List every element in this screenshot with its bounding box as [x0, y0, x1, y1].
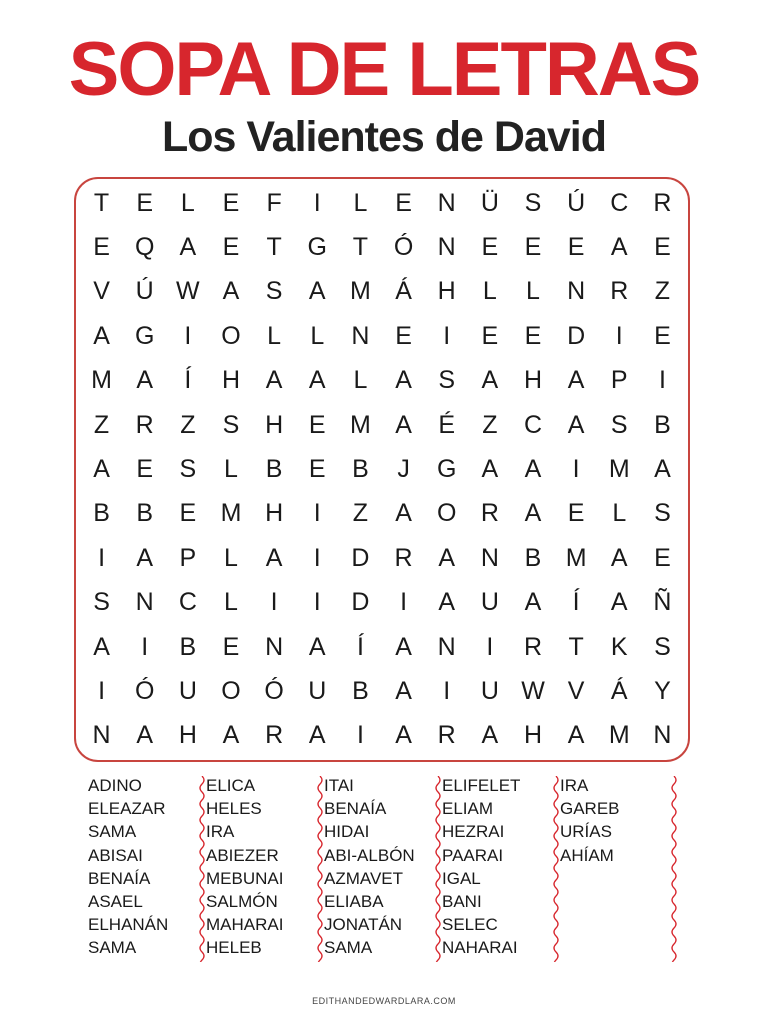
grid-letter[interactable]: I [141, 632, 149, 661]
grid-letter[interactable]: E [654, 321, 671, 350]
word-item: ABI-ALBÓN [324, 845, 415, 865]
grid-letter[interactable]: A [524, 454, 542, 483]
grid-letter[interactable]: B [93, 499, 110, 528]
grid-letter[interactable]: P [610, 366, 628, 395]
grid-letter[interactable]: I [658, 366, 666, 395]
grid-letter[interactable]: R [610, 277, 629, 306]
grid-letter[interactable]: Á [395, 277, 412, 306]
grid-letter[interactable]: V [567, 676, 585, 705]
grid-letter[interactable]: S [524, 188, 542, 217]
grid-letter[interactable]: Y [654, 676, 671, 705]
grid-letter[interactable]: A [308, 277, 326, 306]
grid-letter[interactable]: O [221, 321, 241, 350]
grid-letter[interactable]: D [567, 321, 586, 350]
grid-letter[interactable]: G [436, 454, 457, 483]
word-item: JONATÁN [324, 915, 403, 935]
grid-letter[interactable]: S [654, 499, 671, 528]
word-item: AZMAVET [324, 868, 404, 888]
grid-letter[interactable]: É [438, 410, 456, 439]
site-credit: EDITHANDEDWARDLARA.COM [312, 996, 456, 1006]
grid-letter[interactable]: D [351, 543, 370, 572]
word-item: SAMA [324, 938, 373, 958]
grid-letter[interactable]: Ó [134, 676, 155, 705]
word-item: PAARAI [442, 845, 504, 865]
grid-letter[interactable]: Z [482, 410, 498, 439]
word-column [198, 774, 316, 964]
grid-letter[interactable]: E [524, 233, 542, 262]
grid-letter[interactable]: E [524, 321, 542, 350]
grid-letter[interactable]: A [481, 454, 499, 483]
grid-letter[interactable]: H [178, 721, 197, 750]
grid-letter[interactable]: S [654, 632, 671, 661]
grid-letter[interactable]: N [265, 632, 284, 661]
grid-letter[interactable]: A [222, 721, 240, 750]
grid-letter[interactable]: M [608, 454, 630, 483]
grid-letter[interactable]: A [524, 588, 542, 617]
word-item: ASAEL [88, 892, 143, 912]
grid-letter[interactable]: A [395, 632, 412, 661]
grid-letter[interactable]: I [98, 676, 106, 705]
word-item: SAMA [88, 938, 137, 958]
grid-letter[interactable]: A [308, 366, 326, 395]
grid-letter[interactable]: B [179, 632, 197, 661]
grid-letter[interactable]: R [437, 721, 456, 750]
word-item: ELIAM [442, 799, 494, 819]
puzzle-subtitle: Los Valientes de David [161, 113, 606, 161]
grid-letter[interactable]: B [265, 454, 283, 483]
word-item: GAREB [560, 799, 620, 819]
grid-letter[interactable]: A [610, 588, 628, 617]
grid-letter[interactable]: A [265, 366, 283, 395]
grid-letter[interactable]: A [395, 721, 412, 750]
grid-letter[interactable]: E [308, 454, 326, 483]
grid-letter[interactable]: A [481, 366, 499, 395]
grid-letter[interactable]: S [179, 454, 197, 483]
grid-letter[interactable]: A [610, 233, 628, 262]
word-item: NAHARAI [442, 938, 518, 958]
grid-letter[interactable]: N [437, 632, 456, 661]
grid-letter[interactable]: A [395, 499, 412, 528]
grid-letter[interactable]: A [395, 676, 412, 705]
grid-letter[interactable]: V [93, 277, 110, 306]
grid-letter[interactable]: Z [352, 499, 369, 528]
grid-letter[interactable]: H [265, 499, 284, 528]
grid-letter[interactable]: E [222, 632, 240, 661]
grid-letter[interactable]: Í [184, 366, 192, 395]
grid-letter[interactable]: E [93, 233, 110, 262]
grid-letter[interactable]: I [313, 499, 321, 528]
grid-letter[interactable]: I [615, 321, 623, 350]
grid-letter[interactable]: K [610, 632, 628, 661]
grid-letter[interactable]: N [480, 543, 499, 572]
grid-letter[interactable]: R [135, 410, 154, 439]
grid-letter[interactable]: R [523, 632, 543, 661]
grid-letter[interactable]: A [93, 632, 110, 661]
grid-letter[interactable]: I [313, 588, 321, 617]
grid-letter[interactable]: M [350, 410, 371, 439]
word-item: MEBUNAI [206, 868, 284, 888]
letter-grid [74, 177, 690, 762]
grid-letter[interactable]: A [567, 366, 585, 395]
grid-letter[interactable]: S [265, 277, 283, 306]
grid-letter[interactable]: A [265, 543, 283, 572]
grid-letter[interactable]: A [222, 277, 240, 306]
grid-letter[interactable]: E [567, 499, 585, 528]
word-item: ABISAI [88, 845, 143, 865]
grid-letter[interactable]: A [136, 543, 154, 572]
word-item: SALMÓN [206, 892, 278, 912]
grid-letter[interactable]: N [437, 188, 456, 217]
grid-letter[interactable]: S [610, 410, 628, 439]
grid-letter[interactable]: L [267, 321, 282, 350]
grid-letter[interactable]: L [224, 543, 238, 572]
grid-letter[interactable]: G [134, 321, 155, 350]
word-column [434, 774, 552, 964]
grid-letter[interactable]: A [93, 321, 110, 350]
grid-letter[interactable]: A [567, 721, 585, 750]
grid-letter[interactable]: L [224, 588, 238, 617]
grid-letter[interactable]: N [351, 321, 370, 350]
grid-letter[interactable]: A [93, 454, 110, 483]
grid-letter[interactable]: A [136, 721, 154, 750]
word-column [80, 774, 198, 964]
grid-letter[interactable]: Í [356, 632, 364, 661]
grid-letter[interactable]: I [270, 588, 278, 617]
word-item: BENAÍA [88, 868, 151, 888]
grid-letter[interactable]: I [400, 588, 408, 617]
grid-letter[interactable]: U [480, 588, 499, 617]
grid-letter[interactable]: E [395, 188, 412, 217]
grid-letter[interactable]: H [265, 410, 284, 439]
grid-letter[interactable]: L [612, 499, 627, 528]
grid-letter[interactable]: N [567, 277, 586, 306]
grid-letter[interactable]: I [572, 454, 580, 483]
grid-letter[interactable]: I [443, 321, 451, 350]
word-item: IGAL [442, 868, 481, 888]
grid-letter[interactable]: H [523, 721, 543, 750]
word-item: ITAI [324, 776, 354, 795]
grid-letter[interactable]: R [265, 721, 284, 750]
grid-letter[interactable]: H [523, 366, 543, 395]
grid-letter[interactable]: H [437, 277, 456, 306]
word-item: HEZRAI [442, 822, 505, 842]
grid-letter[interactable]: I [356, 721, 364, 750]
word-item: HELES [206, 799, 262, 819]
word-item: ADINO [88, 776, 142, 795]
grid-letter[interactable]: O [221, 676, 241, 705]
grid-letter[interactable]: A [524, 499, 542, 528]
word-item: SELEC [442, 915, 498, 935]
grid-letter[interactable]: T [93, 188, 110, 217]
word-item: MAHARAI [206, 915, 284, 935]
grid-letter[interactable]: E [136, 454, 154, 483]
grid-letter[interactable]: I [313, 543, 321, 572]
grid-letter[interactable]: Ú [567, 188, 586, 217]
grid-letter[interactable]: A [654, 454, 671, 483]
word-item: ELICA [206, 776, 256, 795]
grid-letter[interactable]: A [567, 410, 585, 439]
grid-letter[interactable]: N [653, 721, 672, 750]
grid-letter[interactable]: G [307, 233, 327, 262]
grid-letter[interactable]: E [222, 233, 240, 262]
grid-letter[interactable]: F [266, 188, 282, 217]
grid-letter[interactable]: E [654, 543, 671, 572]
grid-letter[interactable]: Ñ [653, 588, 672, 617]
grid-letter[interactable]: T [266, 233, 282, 262]
grid-letter[interactable]: B [352, 676, 369, 705]
word-column [316, 774, 434, 964]
wavy-divider [670, 776, 678, 962]
grid-letter[interactable]: E [179, 499, 197, 528]
word-item: ELHANÁN [88, 915, 169, 935]
grid-letter[interactable]: E [481, 233, 499, 262]
grid-letter[interactable]: Í [572, 588, 580, 617]
word-item: HELEB [206, 938, 262, 958]
grid-letter[interactable]: N [437, 233, 456, 262]
word-item: ELIABA [324, 892, 384, 912]
grid-letter[interactable]: E [567, 233, 585, 262]
grid-letter[interactable]: A [179, 233, 197, 262]
grid-letter[interactable]: B [654, 410, 671, 439]
grid-letter[interactable]: Ó [264, 676, 284, 705]
grid-letter[interactable]: W [176, 277, 200, 306]
grid-letter[interactable]: E [222, 188, 240, 217]
grid-letter[interactable]: B [352, 454, 369, 483]
grid-letter[interactable]: C [523, 410, 543, 439]
word-list [80, 774, 680, 964]
grid-letter[interactable]: I [443, 676, 451, 705]
grid-letter[interactable]: A [395, 410, 412, 439]
grid-letter[interactable]: T [568, 632, 584, 661]
grid-letter[interactable]: I [486, 632, 494, 661]
word-item: AHÍAM [560, 845, 614, 865]
grid-letter[interactable]: M [91, 366, 112, 395]
grid-letter[interactable]: U [480, 676, 499, 705]
grid-letter[interactable]: L [526, 277, 540, 306]
grid-letter[interactable]: C [178, 588, 197, 617]
word-item: BANI [442, 892, 482, 912]
grid-letter[interactable]: D [351, 588, 370, 617]
grid-letter[interactable]: M [565, 543, 587, 572]
grid-letter[interactable]: A [610, 543, 628, 572]
word-item: IRA [206, 822, 235, 842]
grid-letter[interactable]: I [184, 321, 192, 350]
grid-letter[interactable]: Ó [393, 233, 414, 262]
grid-letter[interactable]: A [438, 588, 456, 617]
word-item: ABIEZER [206, 845, 279, 865]
grid-letter[interactable]: Ü [480, 188, 499, 217]
grid-letter[interactable]: H [221, 366, 241, 395]
grid-letter[interactable]: R [394, 543, 413, 572]
grid-letter[interactable]: E [654, 233, 671, 262]
grid-letter[interactable]: C [610, 188, 629, 217]
grid-letter[interactable]: L [353, 366, 368, 395]
grid-letter[interactable]: L [482, 277, 497, 306]
grid-letter[interactable]: M [608, 721, 630, 750]
word-column [552, 774, 670, 964]
grid-letter[interactable]: I [98, 543, 106, 572]
grid-letter[interactable]: O [436, 499, 457, 528]
grid-letter[interactable]: M [350, 277, 371, 306]
word-item: ELIFELET [442, 776, 521, 795]
grid-letter[interactable]: E [395, 321, 412, 350]
word-item: ELEAZAR [88, 799, 166, 819]
grid-letter[interactable]: A [481, 721, 499, 750]
grid-letter[interactable]: Á [610, 676, 628, 705]
grid-letter[interactable]: L [224, 454, 238, 483]
grid-letter[interactable]: A [308, 721, 326, 750]
word-item: IRA [560, 776, 589, 795]
grid-letter[interactable]: E [308, 410, 326, 439]
grid-letter[interactable]: Q [134, 233, 155, 262]
word-item: URÍAS [560, 822, 612, 842]
grid-letter[interactable]: W [521, 676, 545, 705]
grid-letter[interactable]: A [438, 543, 456, 572]
word-item: BENAÍA [324, 799, 387, 819]
grid-letter[interactable]: N [135, 588, 154, 617]
grid-letter[interactable]: I [313, 188, 321, 217]
grid-letter[interactable]: T [352, 233, 369, 262]
grid-letter[interactable]: U [308, 676, 327, 705]
grid-letter[interactable]: E [136, 188, 154, 217]
puzzle-title: SOPA DE LETRAS [68, 27, 700, 112]
grid-letter[interactable]: Z [93, 410, 110, 439]
grid-letter[interactable]: E [481, 321, 499, 350]
grid-letter[interactable]: B [136, 499, 154, 528]
grid-letter[interactable]: A [395, 366, 412, 395]
grid-letter[interactable]: Z [654, 277, 671, 306]
grid-letter[interactable]: P [179, 543, 197, 572]
grid-letter[interactable]: A [136, 366, 154, 395]
grid-letter[interactable]: L [353, 188, 368, 217]
grid-letter[interactable]: L [180, 188, 195, 217]
grid-letter[interactable]: R [480, 499, 499, 528]
word-item: HIDAI [324, 822, 370, 842]
grid-letter[interactable]: B [524, 543, 542, 572]
grid-letter[interactable]: M [220, 499, 242, 528]
word-item: SAMA [88, 822, 137, 842]
grid-letter[interactable]: A [308, 632, 326, 661]
grid-letter[interactable]: N [92, 721, 111, 750]
grid-letter[interactable]: R [653, 188, 672, 217]
grid-letter[interactable]: U [178, 676, 197, 705]
grid-letter[interactable]: S [438, 366, 456, 395]
grid-letter[interactable]: Z [180, 410, 196, 439]
grid-letter[interactable]: Ú [135, 277, 154, 306]
grid-letter[interactable]: L [310, 321, 325, 350]
grid-letter[interactable]: S [93, 588, 110, 617]
grid-letter[interactable]: S [222, 410, 240, 439]
grid-letter[interactable]: J [397, 454, 410, 483]
